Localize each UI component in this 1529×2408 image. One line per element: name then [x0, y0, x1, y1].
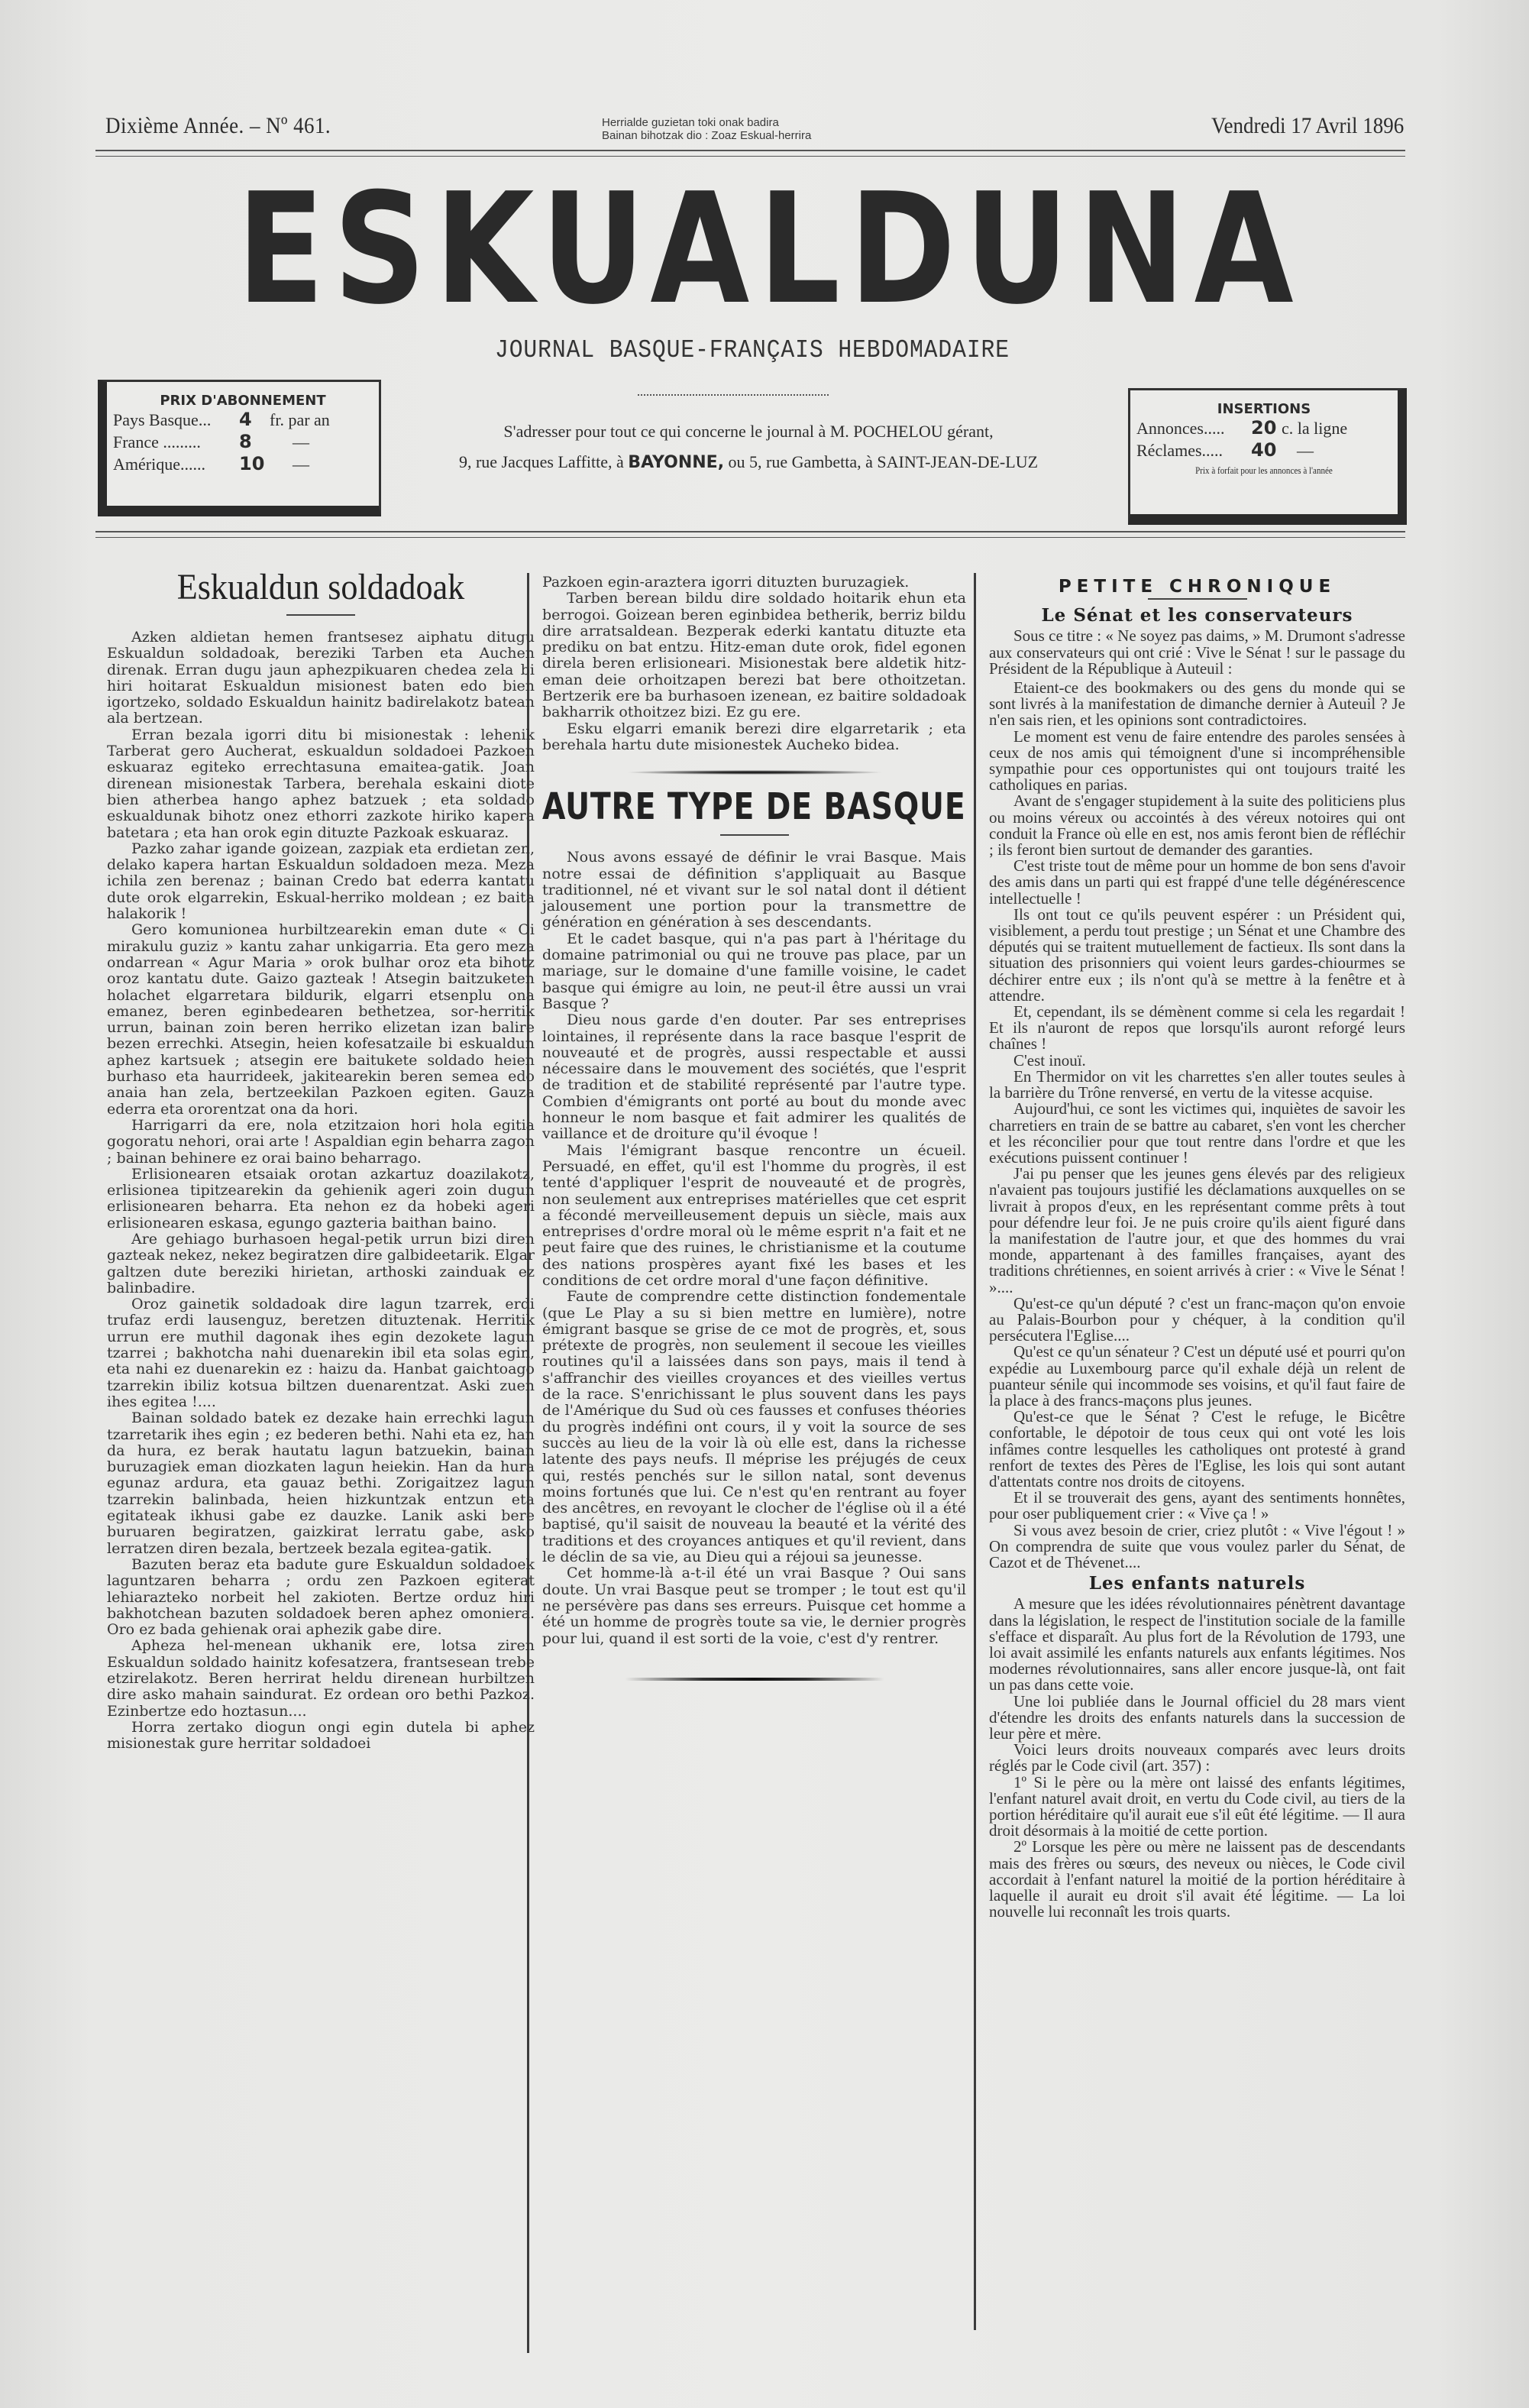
title-underline — [1148, 598, 1247, 600]
address-line-2 — [382, 447, 1115, 478]
subsection-title: Les enfants naturels — [1088, 1573, 1306, 1594]
paragraph: Si vous avez besoin de crier, criez plutôt : « Vive l'égout ! » On comprendra de suite que vous voulez parler du Sénat, de Cazot et de Thévenet.... — [989, 1520, 1405, 1571]
paragraph: Le moment est venu de faire entendre des paroles sensées à ceux de nos amis qui témoignent d'une si incompréhensible sympathie pour ces opportunistes qui ont toujours traité les catholiques en parias. — [989, 727, 1405, 795]
paragraph: Faute de comprendre cette distinction fondementale (que Le Play a su si bien mettre en lumière), notre émigrant basque se grise de ce mot de progrès, et, sous prétexte de progrès, non seulement il secoue les vieilles routines qu'il a laissées dans son pays, mais il tend à s'affranchir des vieilles croyances et des vieilles vertus de la race. S'enrichissant le plus souvent dans les pays de l'Amérique du Sud où ces fausses et confuses théories du progrès indéfini ont cours, il y voit la source de ses succès au lieu de la voir là où elle est, dans la richesse latente des pays neufs. Il méprise les préjugés de ceux qui, restés penchés sur le sillon natal, sont devenus moins fortunés que lui. Ce n'est qu'en rentrant au foyer des ancêtres, en revoyant le clocher de l'église où il a été baptisé, qu'il saisit de nouveau la beauté et la vérité des traditions et des croyances antiques et qu'il revient, dans le déclin de sa vie, au Dieu qui a réjoui sa jeunesse. — [542, 1288, 966, 1566]
paragraph: Harrigarri da ere, nola etzitzaion hori hola egitia gogoratu nehori, orai arte ! Aspaldian egin beharra zagon ; bainan behinere ez orai baino beharrago. — [107, 1116, 535, 1167]
article-title: AUTRE TYPE DE BASQUE — [542, 785, 966, 829]
paragraph: Et, cependant, ils se démènent comme si cela les regardait ! Et ils n'auront de repos que lorsqu'ils auront reforgé leurs chaînes ! — [989, 1002, 1405, 1054]
ornament-divider — [625, 1678, 884, 1681]
row-price: 20 — [1251, 417, 1277, 439]
paragraph: Etaient-ce des bookmakers ou des gens du monde qui se sont livrés à la manifestation de dimanche dernier à Auteuil ? Je n'en sais rien, et les opinions sont contradictoires. — [989, 678, 1405, 730]
issue-date: Vendredi 17 Avril 1896 — [1211, 113, 1404, 138]
wavy-divider — [638, 394, 829, 399]
section-rule-top — [95, 531, 1405, 532]
paragraph: Bainan soldado batek ez dezake hain errechki lagun tzarretarik ihes egin ; ez bederen bethi. Nahi eta ez, han da hura, ez berak hautatu lagun batzuekin, bainan buruzagiek eman diozkaten lagun heiekin. Han da hura egunaz ardura, eta gauaz bethi. Zorigaitzez lagun tzarrekin balinbada, heien hizkuntzak entzun eta egitateak ikhusi gabe ez dauzke. Lanik aski bere buruaren begiratzen, gaizkirat lerratu gabe, asko lerratzen diren bezala, bertzeek bezala egitea-gatik. — [107, 1410, 535, 1557]
issue-number: Dixième Année. – Nº 461. — [105, 113, 331, 138]
motto-line-1: Herrialde guzietan toki onak badira — [602, 116, 779, 129]
paragraph: En Thermidor on vit les charrettes s'en aller toutes seules à la barrière du Trône renversé, en vertu de la vitesse acquise. — [989, 1066, 1405, 1102]
paragraph: 1º Si le père ou la mère ont laissé des enfants légitimes, l'enfant naturel avait droit, en vertu du Code civil, au tiers de la portion héréditaire qu'il aurait eue s'il eût été légitime. — Il aura droit désormais à la moitié de cette portion. — [989, 1772, 1405, 1840]
paragraph: J'ai pu penser que les jeunes gens élevés par des religieux n'avaient pas toujours justifié les déclamations auxquelles on se livrait à propos d'eux, en les représentant comme prêts à tout pour défendre leur foi. Je ne puis croire qu'ils aient figuré dans la manifestation de l'autre jour, et que des hommes du vrai monde, appartenant à des familles françaises, ayant des traditions chrétiennes, en soient arrivés à crier : « Vive le Sénat ! ».... — [989, 1164, 1405, 1296]
paragraph: A mesure que les idées révolutionnaires pénètrent davantage dans la législation, le respect de l'institution sociale de la famille s'efface et disparaît. Au plus fort de la Révolution de 1793, une loi avait assimilé les enfants naturels aux enfants légitimes. Nos modernes révolutionnaires, sans aller encore jusque-là, ont fait un pas dans cette voie. — [989, 1594, 1405, 1694]
subscription-row — [107, 453, 379, 475]
row-price: 40 — [1251, 439, 1277, 461]
paragraph: Pazko zahar igande goizean, zazpiak eta erdietan zen, delako kapera hartan Eskualdun soldadoen meza. Meza ichila zen berenaz ; bainan Credo bat ederra kantatu dute orok elgarrekin, Eskual-herriko moldean ; ez baita halakorik ! — [107, 840, 535, 923]
row-unit: — — [293, 432, 309, 452]
paragraph: Tarben berean bildu dire soldado hoitarik ehun eta berrogoi. Goizean beren eginbidea betherik, berriz bildu dire arratsaldean. Bezperak ederki kantatu dituzte eta prediku on bat entzu. Hitz-eman dute orok, fidel egonen direla beren erlisioneari. Misionestak bere aldetik hitz-eman deie orhoitzapen berezi bat bere othoitzetan. Bertzerik ere ba burhasoen izenean, ez baitire soldadoak bakharrik othoitzez bizi. Ez gu ere. — [542, 590, 966, 721]
header-rule-bottom — [95, 156, 1405, 157]
paragraph: Gero komunionea hurbiltzearekin eman dute « Oi mirakulu guziz » kantu zahar unkigarria. Eta gero meza ondarrean « Agur Maria » orok bulhar oroz eta bihotz oroz kantatu dute. Gaizo gazteak ! Atsegin baitzuketen holachet elgarretara bildurik, elgarri etsenplu ona emanez, beren eginbedearen bethetzea, sor-herritik urrun, bainan zoin beren herriko elizetan izan balire bezen errechki. Atsegin, heien kofesatzaile bi eskualdun aphez kartsuek ; atsegin ere baitukete soldado heien burhaso eta haurrideek, jakitearekin beren semea edo anaia han zela, bertzeekilan Pazkoen egiten. Gauza ederra eta ororentzat ona da hori. — [107, 921, 535, 1118]
paragraph: Pazkoen egin-araztera igorri dituzten buruzagiek. — [542, 574, 910, 591]
insertions-row — [1130, 439, 1398, 461]
column-2 — [542, 574, 966, 1681]
row-label: Réclames..... — [1136, 441, 1224, 460]
paragraph: Erlisionearen etsaiak orotan azkartuz doazilakotz, erlisionea tipitzearekin da gehienik ageri zoin dugun erlisionearen beharra. Eta nehon ez da hobeki ageri erlisionearen eskasa, egungo gazteria baithan baino. — [107, 1165, 535, 1232]
row-label: Amérique...... — [113, 455, 205, 474]
masthead-subtitle: JOURNAL BASQUE-FRANÇAIS HEBDOMADAIRE — [494, 336, 1010, 364]
paragraph: Sous ce titre : « Ne soyez pas daims, » M. Drumont s'adresse aux conservateurs qui ont crié : Vive le Sénat ! sur le passage du Président de la République à Auteuil : — [989, 626, 1405, 678]
motto-line-2: Bainan bihotzak dio : Zoaz Eskual-herrira — [602, 129, 812, 142]
row-price: 10 — [239, 453, 265, 474]
title-underline — [720, 834, 789, 836]
paragraph: Dieu nous garde d'en douter. Par ses entreprises lointaines, il représente dans la race basque l'esprit de nouveauté et de progrès, aussi respectable et aussi nécessaire dans le mouvement des sociétés, que l'esprit de tradition et de stabilité représenté par l'autre type. Combien d'émigrants ont porté au bout du monde avec honneur le nom basque et fait admirer les qualités de vaillance et de droiture qu'il évoque ! — [542, 1011, 966, 1143]
address-line-1: S'adresser pour tout ce qui concerne le journal à M. POCHELOU gérant, — [503, 422, 994, 441]
paragraph: Esku elgarri emanik berezi dire elgarretarik ; eta berehala hartu dute misionestek Aucheko bidea. — [542, 720, 966, 753]
insertions-title: INSERTIONS — [1217, 401, 1311, 417]
subscription-title: PRIX D'ABONNEMENT — [160, 393, 326, 409]
subscription-box — [98, 380, 381, 516]
paragraph: Nous avons essayé de définir le vrai Basque. Mais notre essai de définition s'appliquait au Basque traditionnel, né et vivant sur le sol natal dont il détient jalousement une portion pour la transmettre de génération en génération à ses descendants. — [542, 849, 966, 931]
top-bar — [105, 113, 1404, 144]
insertions-box — [1128, 388, 1407, 525]
paragraph: Qu'est ce qu'un sénateur ? C'est un député usé et pourri qu'on expédie au Luxembourg parce qu'il exhale déjà un relent de puanteur sénile qui incommode ses voisins, et qu'il faut faire de la place à des francs-maçons plus jeunes. — [989, 1342, 1405, 1410]
row-unit: — — [293, 455, 309, 474]
ornament-divider — [625, 770, 884, 775]
paragraph: Erran bezala igorri ditu bi misionestak : lehenik Tarberat gero Aucherat, eskualdun soldadoei Pazkoen eskuaraz egiteko errechtasuna emaitea-gatik. Joan direnean misionestak Tarbera, berehala eskaini diote bien atherbea hango aphez batzuek ; eta soldado eskualdunak bihotz onez ethorri zazkote hiriko kapera batetara ; eta han orok egin dituzte Pazkoak eskuaraz. — [107, 726, 535, 841]
paragraph: Aujourd'hui, ce sont les victimes qui, inquiètes de savoir les charretiers en train de se battre au cabaret, s'en vont les chercher et les réconcilier pour que tout rentre dans l'ordre et que les exécutions puissent continuer ! — [989, 1099, 1405, 1167]
address-part: ou 5, rue Gambetta, à SAINT-JEAN-DE-LUZ — [728, 452, 1039, 471]
paragraph: 2º Lorsque les père ou mère ne laissent pas de descendants mais des frères ou sœurs, des neveux ou nièces, le Code civil accordait à l'enfant naturel la moitié de la portion héréditaire à laquelle il aurait eu droit s'il avait été légitime. — La loi nouvelle lui reconnaît les trois quarts. — [989, 1837, 1405, 1921]
column-divider — [974, 573, 976, 2330]
insertions-note: Prix à forfait pour les annonces à l'année — [1195, 464, 1333, 476]
paragraph: Bazuten beraz eta badute gure Eskualdun soldadoek laguntzaren beharra ; ordu zen Pazkoen egiterat lehiarazteko norbeit hel zakioten. Bertze orduz hiri bakhotchean bazuten soldadoek beren aphez omoniera. Oro ez bada gehienak orai aphezik gabe dire. — [107, 1555, 535, 1639]
paragraph: Une loi publiée dans le Journal officiel du 28 mars vient d'étendre les droits des enfants naturels dans la succession de leur père et mère. — [989, 1691, 1405, 1743]
header-rule-top — [95, 150, 1405, 151]
paragraph: C'est triste tout de même pour un homme de bon sens d'avoir des amis dans un parti qui est frappé d'une telle dégénérescence intellectuelle ! — [989, 856, 1405, 908]
paragraph: Ils ont tout ce qu'ils peuvent espérer : un Président qui, visiblement, a perdu tout prestige ; un Sénat et une Chambre des députés qui se traitent mutuellement de factieux. Ils sont dans la situation des prisonniers qui voient leurs gardes-chiourmes se déchirer entre eux ; ils n'ont qu'à se mettre à la fenêtre et à attendre. — [989, 905, 1405, 1005]
article-title: Eskualdun soldadoak — [176, 567, 465, 607]
column-1 — [107, 565, 535, 1752]
row-price: 8 — [239, 431, 252, 452]
paragraph: Mais l'émigrant basque rencontre un écueil. Persuadé, en effet, qu'il est l'homme du progrès, il est tenté d'appliquer l'esprit de nouveauté et de progrès, non seulement aux entreprises matérielles que cet esprit a fécondé merveilleusement depuis un siècle, mais aux entreprises d'ordre moral où le même esprit n'a fait et ne peut faire que des ruines, le christianisme et la coutume des nations prospères ayant fixé les bases et les conditions de cet ordre moral d'une façon définitive. — [542, 1141, 966, 1289]
paragraph: Azken aldietan hemen frantsesez aiphatu ditugu Eskualdun soldadoak, bereziki Tarben eta Auchen direnak. Erran dugu jaun aphezpikuaren chedea zela bi hiri hoitarat Eskualdun misionest baten edo bien igortzeko, soldado Eskualdun hainitz badirelakotz batean ala bertzean. — [107, 629, 535, 727]
address-part: 9, rue Jacques Laffitte, à — [458, 452, 624, 471]
motto — [602, 116, 811, 142]
row-unit: — — [1297, 441, 1314, 460]
masthead-title: ESKUALDUNA — [237, 160, 1303, 338]
paragraph: Qu'est-ce qu'un député ? c'est un franc-maçon qu'on envoie au Palais-Bourbon pour y chéquer, à la condition qu'il persécutera l'Eglise.... — [989, 1293, 1405, 1345]
paragraph: Voici leurs droits nouveaux comparés avec leurs droits réglés par le Code civil (art. 357) : — [989, 1740, 1405, 1775]
row-label: Annonces..... — [1136, 419, 1225, 438]
section-rule-bottom — [95, 537, 1405, 538]
paragraph: Apheza hel-menean ukhanik ere, lotsa ziren Eskualdun soldado hainitz kofesatzera, frantsesean trebe etzirelakotz. Beren herrirat heldu direnean hurbiltzen dire asko mahain saindurat. Ez ordean oro bethi Pazkoz. Ezinbertze edo hoztasun.... — [107, 1637, 535, 1720]
address-city: BAYONNE, — [628, 453, 725, 472]
insertions-row — [1130, 417, 1398, 439]
subsection-title: Le Sénat et les conservateurs — [1041, 605, 1353, 626]
subscription-row — [107, 409, 379, 431]
subscription-row — [107, 431, 379, 453]
paragraph: Qu'est-ce que le Sénat ? C'est le refuge, le Bicêtre confortable, le dépotoir de tous ceux qui ont voté les lois infâmes contre lesquelles les catholiques ont protesté à grand renfort de textes des Pères de l'Eglise, les lois qui sont autant d'attentats contre nos droits de citoyens. — [989, 1407, 1405, 1490]
column-3 — [989, 571, 1405, 1920]
contact-address — [382, 416, 1115, 478]
paragraph: Cet homme-là a-t-il été un vrai Basque ? Oui sans doute. Un vrai Basque peut se tromper ; le tout est qu'il ne persévère pas dans ses erreurs. Puisque cet homme a été un homme de progrès toute sa vie, le dernier progrès pour lui, quand il est sorti de la voie, c'est d'y rentrer. — [542, 1565, 966, 1647]
paragraph: Are gehiago burhasoen hegal-petik urrun bizi diren gazteak nekez, nekez begiratzen dire galbideetarik. Elgar galtzen dute bereziki hirietan, arthoski zainduak ez balinbadire. — [107, 1230, 535, 1296]
row-label: Pays Basque... — [113, 410, 212, 429]
row-unit: fr. par an — [270, 410, 330, 429]
row-label: France ......... — [113, 432, 201, 452]
paragraph: Avant de s'engager stupidement à la suite des politiciens plus ou moins véreux ou accointés à des véreux notoires qui ont conduit la France où elle en est, nos amis feront bien de réfléchir ; ils feront bien surtout de demander des garanties. — [989, 791, 1405, 859]
paragraph: Horra zertako diogun ongi egin dutela bi aphez misionestak gure herritar soldadoei — [107, 1718, 535, 1753]
paragraph: Et le cadet basque, qui n'a pas part à l'héritage du domaine patrimonial ou qui ne trouve pas place, par un mariage, sur le domaine d'une famille voisine, le cadet basque qui émigre au loin, ne peut-il être aussi un vrai Basque ? — [542, 930, 966, 1012]
paragraph: Et il se trouverait des gens, ayant des sentiments honnêtes, pour oser publiquement crier : « Vive ça ! » — [989, 1488, 1405, 1523]
paragraph: Oroz gainetik soldadoak dire lagun tzarrek, erdi trufaz erdi lausenguz, beretzen dituztenak. Herritik urrun ere muthil dagonak ihes egin dezokete lagun tzarrei ; bakhotcha nahi duenarekin ibil eta solas egin, eta nahi ez duenarekin ez : haizu da. Hanbat gaichtoago tzarrekin ibiliz kotsua biltzen duenarentzat. Aski zuen ihes egitea !.... — [107, 1296, 535, 1410]
row-price: 4 — [239, 409, 252, 430]
paragraph: C'est inouï. — [1013, 1050, 1086, 1070]
title-underline — [286, 614, 355, 616]
section-title: PETITE CHRONIQUE — [1058, 577, 1337, 597]
row-unit: c. la ligne — [1282, 419, 1348, 438]
